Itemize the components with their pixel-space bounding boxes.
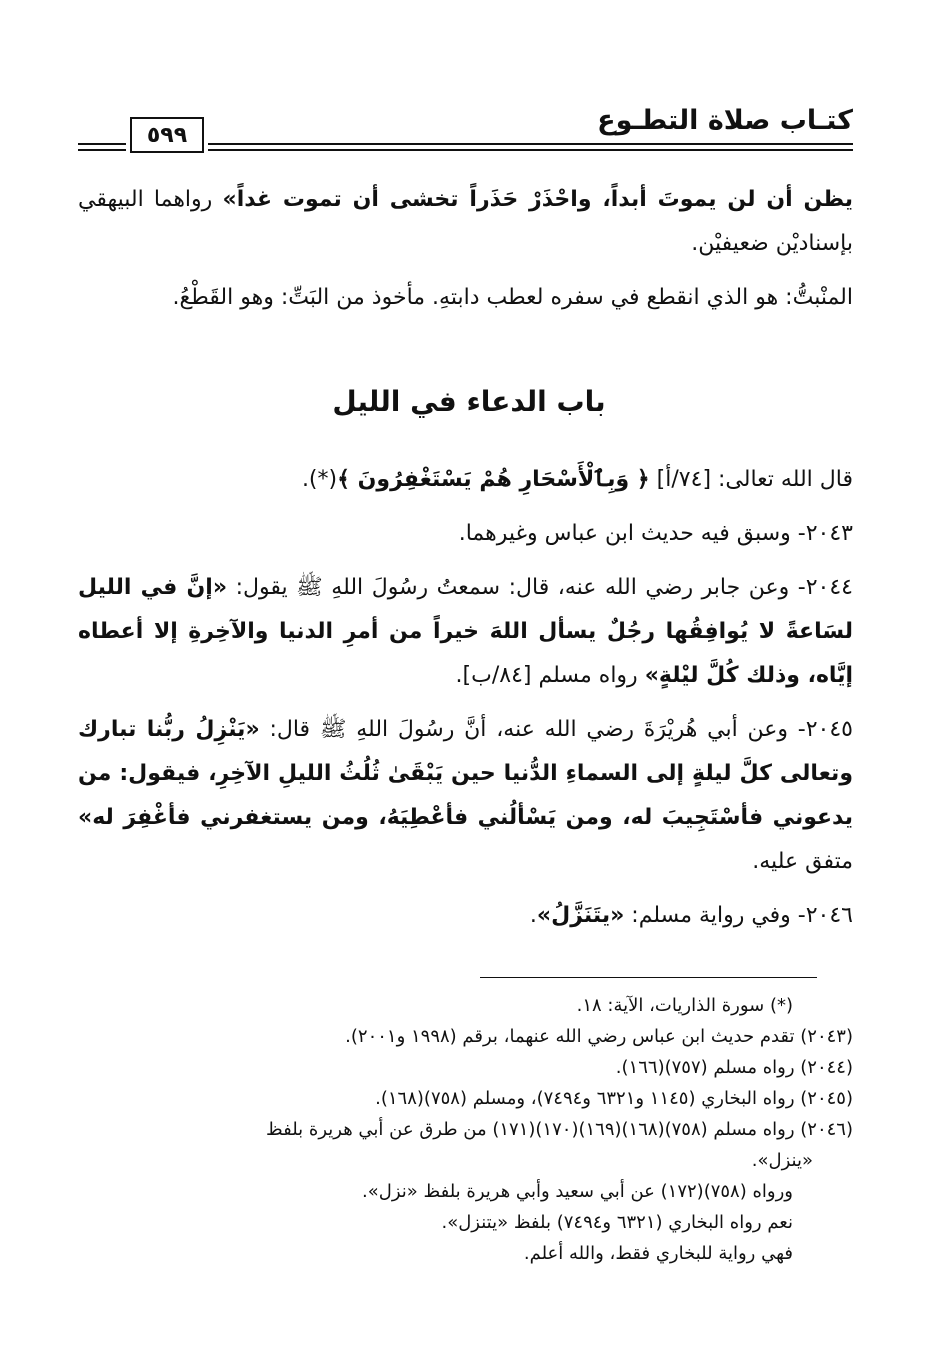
header-rule-left [78, 143, 126, 151]
hadith-2045 [78, 708, 853, 884]
footnote-2044: (٢٠٤٤) رواه مسلم (٧٥٧)(١٦٦). [615, 1057, 853, 1078]
narration-note: رواهما البيهقي بإسناديْن ضعيفيْن. [78, 187, 853, 256]
footnote-2046-note-2: نعم رواه البخاري (٦٣٢١ و٧٤٩٤) بلفظ «يتنزل». [441, 1212, 793, 1233]
hadith-text-end: يظن أن لن يموتَ أبداً، واحْذَرْ حَذَراً تخشى أن تموت غداً» [222, 187, 853, 212]
hadith-2045-source: متفق عليه. [752, 849, 853, 874]
footnote-separator [480, 977, 817, 978]
hadith-2044-intro: ٢٠٤٤- وعن جابر رضي الله عنه، قال: سمعتُ رسُولَ اللهِ ﷺ يقول: [227, 575, 853, 600]
header-rule [208, 143, 853, 151]
hadith-2045-text: «يَنْزِلُ ربُّنا تبارك وتعالى كلَّ ليلةٍ إلى السماءِ الدُّنيا حين يَبْقَىٰ ثُلُثُ الليلِ الآخِرِ، فيقول: من يدعوني فأسْتَجِيبَ له، ومن يَسْألُني فأعْطِيَهُ، ومن يستغفرني فأغْفِرَ له» [78, 717, 853, 830]
page-header [78, 105, 853, 160]
chapter-body [78, 458, 853, 938]
paragraph-continued [78, 178, 853, 266]
verse-paragraph [78, 458, 853, 502]
hadith-2045-intro: ٢٠٤٥- وعن أبي هُريْرَةَ رضي الله عنه، أنَّ رسُولَ اللهِ ﷺ قال: [259, 717, 853, 742]
footnote-2046-continued: «ينزل». [751, 1150, 813, 1171]
continued-text [78, 178, 853, 320]
footnote-2046-note-3: فهي رواية للبخاري فقط، والله أعلم. [523, 1243, 793, 1264]
hadith-2044 [78, 566, 853, 698]
book-title: كتـاب صلاة التطـوع [597, 105, 853, 136]
footnotes [78, 990, 853, 1269]
page-number: ٥٩٩ [130, 117, 204, 153]
hadith-2046-text: «يتَنَزَّلُ» [536, 903, 625, 928]
chapter-heading: باب الدعاء في الليل [332, 385, 606, 418]
hadith-2046 [78, 894, 853, 938]
hadith-2046-intro: ٢٠٤٦- وفي رواية مسلم: [624, 903, 853, 928]
verse-intro: قال الله تعالى: [٧٤/أ] [649, 467, 853, 492]
hadith-2044-text: «إنَّ في الليل لسَاعةً لا يُوافِقُها رجُلٌ يسأل اللهَ خيراً من أمرِ الدنيا والآخِرةِ إلا أعطاه إيَّاه، وذلك كُلَّ ليْلةٍ» [78, 575, 853, 688]
hadith-2043: ٢٠٤٣- وسبق فيه حديث ابن عباس وغيرهما. [458, 521, 853, 546]
footnote-2046-note-1: ورواه (٧٥٨)(١٧٢) عن أبي سعيد وأبي هريرة بلفظ «نزل». [362, 1181, 793, 1202]
gloss-paragraph: المنْبتُّ: هو الذي انقطع في سفره لعطب دابتهِ. مأخوذ من البَتِّ: وهو القَطْعُ. [172, 285, 853, 310]
hadith-2044-source: رواه مسلم [٨٤/ب]. [455, 663, 645, 688]
footnote-verse: (*) سورة الذاريات، الآية: ١٨. [576, 995, 793, 1016]
verse-footnote-ref: (*). [301, 467, 338, 492]
footnote-2043: (٢٠٤٣) تقدم حديث ابن عباس رضي الله عنهما، برقم (١٩٩٨ و٢٠٠١). [345, 1026, 853, 1047]
footnote-2045: (٢٠٤٥) رواه البخاري (١١٤٥ و٦٣٢١ و٧٤٩٤)، ومسلم (٧٥٨)(١٦٨). [375, 1088, 853, 1109]
footnote-2046: (٢٠٤٦) رواه مسلم (٧٥٨)(١٦٨)(١٦٩)(١٧٠)(١٧١) من طرق عن أبي هريرة بلفظ [266, 1119, 853, 1140]
hadith-2046-end: . [529, 903, 537, 928]
quran-verse: ﴿ وَبِٱلْأَسْحَارِ هُمْ يَسْتَغْفِرُونَ ﴾ [337, 467, 650, 492]
